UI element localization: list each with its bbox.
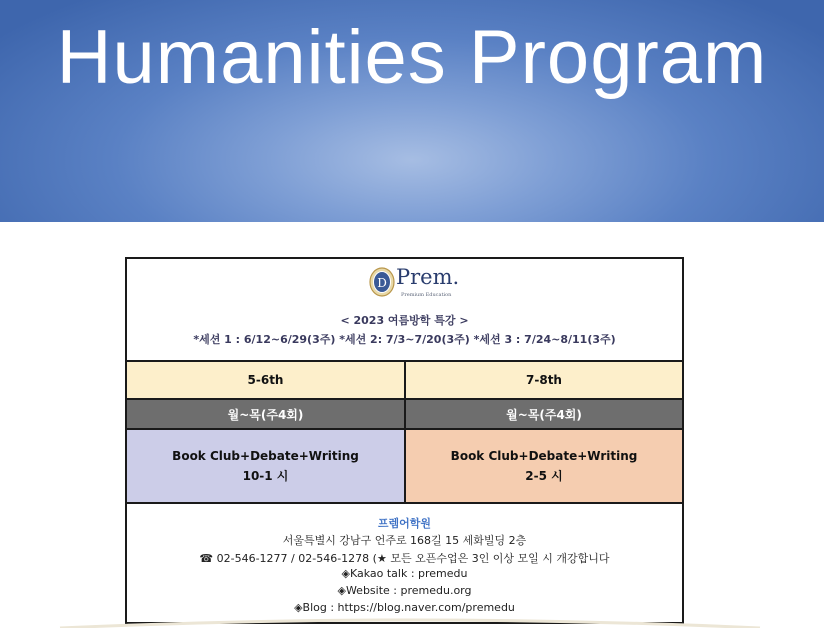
header-banner bbox=[0, 0, 824, 222]
contact-info bbox=[127, 504, 682, 622]
prem-logo bbox=[369, 267, 479, 301]
course-time: 2-5 시 bbox=[525, 469, 563, 483]
logo-text: Prem. bbox=[396, 265, 460, 289]
blog-link[interactable]: ◈Blog : https://blog.naver.com/premedu bbox=[294, 601, 515, 614]
logo-subtitle: Premium Education bbox=[401, 292, 452, 298]
logo-emblem-icon bbox=[369, 267, 395, 297]
course-name: Book Club+Debate+Writing bbox=[450, 449, 638, 463]
course-cell bbox=[127, 430, 406, 502]
website-link[interactable]: ◈Website : premedu.org bbox=[337, 584, 472, 597]
schedule-table bbox=[125, 257, 684, 624]
program-title: < 2023 여름방학 특강 > bbox=[340, 314, 469, 327]
course-cell bbox=[406, 430, 682, 502]
phone-info: ☎ 02-546-1277 / 02-546-1278 (★ 모든 오픈수업은 3인 이상 모일 시 개강합니다 bbox=[199, 552, 610, 565]
academy-name: 프렘어학원 bbox=[377, 517, 432, 530]
table-header bbox=[127, 259, 682, 362]
days-row bbox=[127, 400, 682, 430]
session-dates: *세션 1 : 6/12~6/29(3주) *세션 2: 7/3~7/20(3주) *세션 3 : 7/24~8/11(3주) bbox=[193, 333, 616, 346]
course-name: Book Club+Debate+Writing bbox=[172, 449, 359, 463]
kakao-talk: ◈Kakao talk : premedu bbox=[341, 567, 468, 580]
decorative-arc bbox=[0, 618, 824, 628]
course-row bbox=[127, 430, 682, 504]
grade-cell: 5-6th bbox=[127, 362, 406, 398]
grade-cell: 7-8th bbox=[526, 373, 562, 387]
address: 서울특별시 강남구 언주로 168길 15 세화빌딩 2층 bbox=[282, 534, 527, 547]
course-time: 10-1 시 bbox=[242, 469, 289, 483]
banner-title: Humanities Program bbox=[56, 15, 768, 100]
svg-text:D: D bbox=[377, 276, 387, 290]
days-cell: 월~목(주4회) bbox=[506, 407, 582, 422]
grade-row bbox=[127, 362, 682, 400]
days-cell: 월~목(주4회) bbox=[127, 400, 406, 428]
